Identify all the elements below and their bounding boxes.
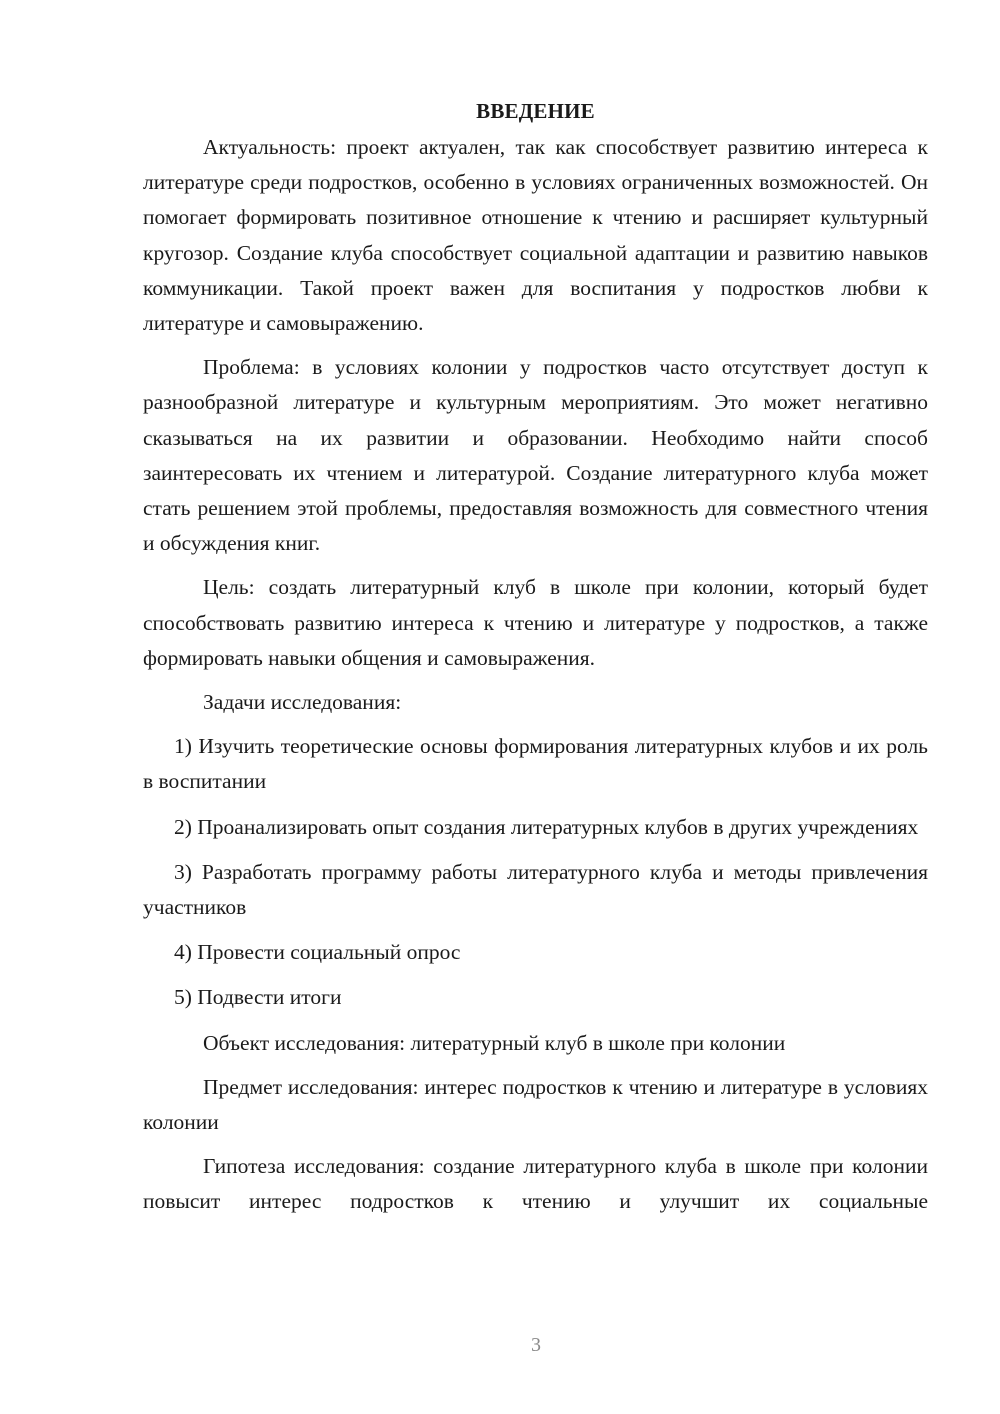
tasks-title: Задачи исследования: (203, 690, 402, 715)
task-item: 1) Изучить теоретические основы формирования литературных клубов и их роль в воспитании (143, 734, 928, 794)
subject-paragraph: Предмет исследования: интерес подростков к чтению и литературе в условиях колонии (143, 1074, 928, 1135)
problem-paragraph: Проблема: в условиях колонии у подростков часто отсутствует доступ к разнообразной литературе и культурным мероприятиям. Это может негативно сказываться на их развитии и образовании. Необходимо найти способ заинтересовать их чтением и литературой. Создание литературного клуба может стать решением этой проблемы, предоставляя возможность для совместного чтения и обсуждения книг. (143, 355, 928, 556)
document-page (143, 96, 928, 1229)
task-item: 5) Подвести итоги (174, 985, 342, 1010)
section-heading: ВВЕДЕНИЕ (476, 99, 595, 123)
goal-paragraph: Цель: создать литературный клуб в школе при колонии, который будет способствовать развитию интереса к чтению и литературе у подростков, а также формировать навыки общения и самовыражения. (143, 575, 928, 670)
hypothesis-paragraph: Гипотеза исследования: создание литературного клуба в школе при колонии повысит интерес подростков к чтению и улучшит их социальные (143, 1154, 928, 1214)
relevance-paragraph: Актуальность: проект актуален, так как способствует развитию интереса к литературе среди подростков, особенно в условиях ограниченных возможностей. Он помогает формировать позитивное отношение к чтению и расширяет культурный кругозор. Создание клуба способствует социальной адаптации и развитию навыков коммуникации. Такой проект важен для воспитания у подростков любви к литературе и самовыражению. (143, 135, 928, 336)
task-item: 4) Провести социальный опрос (174, 940, 461, 965)
tasks-list (143, 729, 928, 1015)
object-paragraph: Объект исследования: литературный клуб в школе при колонии (203, 1030, 786, 1055)
task-item: 3) Разработать программу работы литературного клуба и методы привлечения участников (143, 859, 928, 920)
page-number: 3 (531, 1334, 541, 1356)
task-item: 2) Проанализировать опыт создания литературных клубов в других учреждениях (174, 814, 919, 839)
